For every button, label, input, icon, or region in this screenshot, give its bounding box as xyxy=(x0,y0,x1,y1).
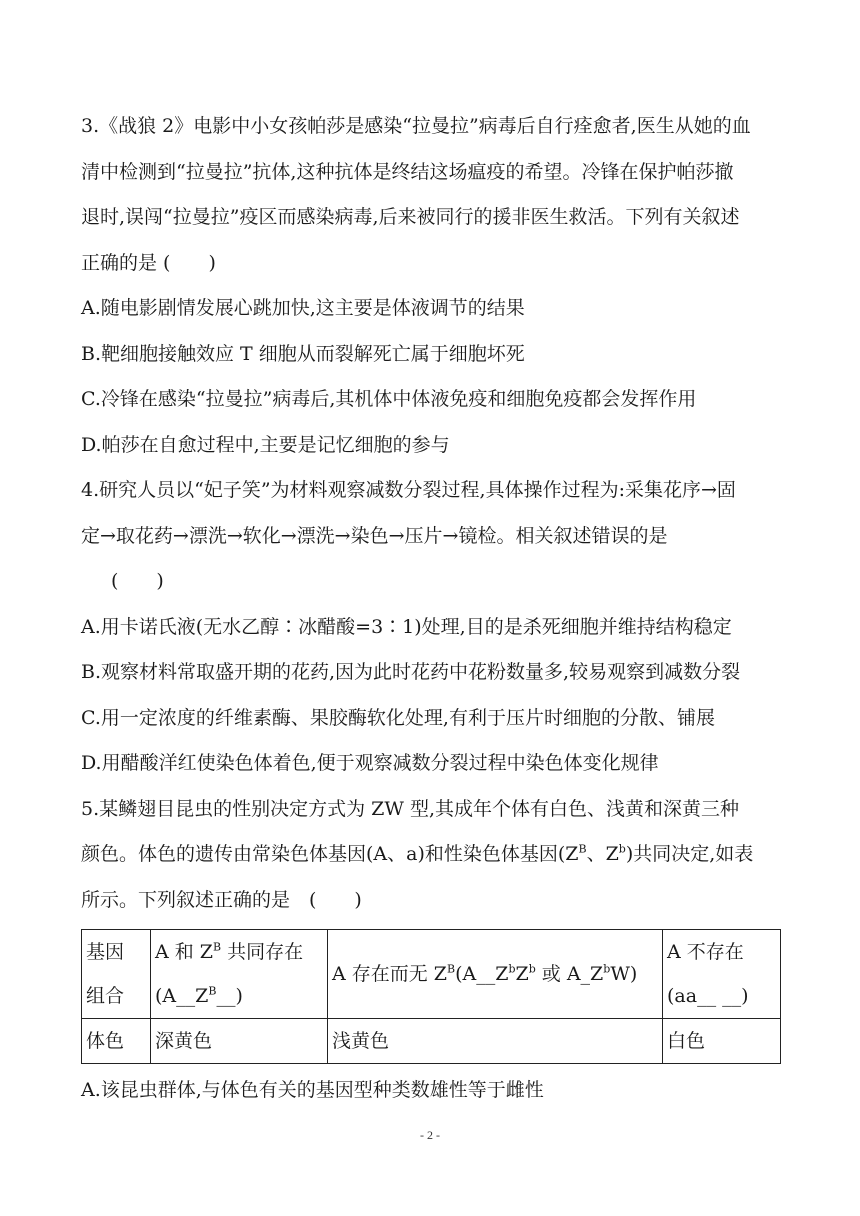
cell-text xyxy=(155,974,323,1018)
page-number: - 2 - xyxy=(420,1128,440,1142)
q4-option-b: B.观察材料常取盛开期的花药,因为此时花药中花粉数量多,较易观察到减数分裂 xyxy=(81,661,741,683)
question-3 xyxy=(81,104,781,468)
q4-option-c: C.用一定浓度的纤维素酶、果胶酶软化处理,有利于压片时细胞的分散、铺展 xyxy=(81,706,715,729)
q5-stem-line-2 xyxy=(81,832,781,878)
genotype-table xyxy=(81,929,781,1064)
cell-text: 组合 xyxy=(86,985,125,1007)
table-row xyxy=(82,930,781,1019)
cell-light-yellow-genotype xyxy=(328,930,663,1019)
cell-text: (aa__ __) xyxy=(667,985,749,1007)
superscript: B xyxy=(447,962,456,976)
cell-light-yellow: 浅黄色 xyxy=(328,1019,663,1064)
cell-gene-combo-header xyxy=(82,930,151,1019)
q3-stem-line-4: 正确的是 ( ) xyxy=(81,251,216,274)
q3-stem-line-1: 3.《战狼 2》电影中小女孩帕莎是感染“拉曼拉”病毒后自行痊愈者,医生从她的血 xyxy=(81,115,751,137)
superscript: b xyxy=(528,962,536,976)
question-content xyxy=(81,104,781,1114)
q5-stem-2c: )共同决定,如表 xyxy=(625,843,754,865)
q5-stem-line-3: 所示。下列叙述正确的是 ( ) xyxy=(81,888,362,911)
q5-stem-2a: 颜色。体色的遗传由常染色体基因(A、a)和性染色体基因(Z xyxy=(81,843,579,865)
q4-answer-paren: ( ) xyxy=(111,570,164,592)
cell-text xyxy=(332,952,658,996)
cell-body-color-header: 体色 xyxy=(82,1019,151,1064)
cell-deep-yellow-genotype xyxy=(151,930,328,1019)
q5-stem-line-1: 5.某鳞翅目昆虫的性别决定方式为 ZW 型,其成年个体有白色、浅黄和深黄三种 xyxy=(81,797,739,820)
q5-option-a: A.该昆虫群体,与体色有关的基因型种类数雄性等于雌性 xyxy=(81,1079,544,1101)
cell-text-part: Z xyxy=(515,963,529,985)
q5-stem-2b: 、Z xyxy=(586,843,619,865)
cell-text-part: (A__Z xyxy=(455,963,509,985)
cell-white-genotype xyxy=(663,930,781,1019)
cell-text xyxy=(155,930,323,974)
q5-sup-B: B xyxy=(578,842,587,856)
superscript: B xyxy=(213,940,222,954)
cell-text: 基因 xyxy=(86,941,125,963)
cell-deep-yellow: 深黄色 xyxy=(151,1019,328,1064)
q4-stem-line-1: 4.研究人员以“妃子笑”为材料观察减数分裂过程,具体操作过程为:采集花序→固 xyxy=(81,479,736,501)
question-5 xyxy=(81,787,781,1114)
cell-text-part: W) xyxy=(610,963,638,985)
question-4 xyxy=(81,468,781,787)
q3-stem-line-2: 清中检测到“拉曼拉”抗体,这种抗体是终结这场瘟疫的希望。冷锋在保护帕莎撤 xyxy=(81,160,734,183)
cell-text-part: __) xyxy=(216,985,243,1007)
q5-sup-b: b xyxy=(618,842,626,856)
superscript: b xyxy=(508,962,516,976)
cell-text-part: A 和 Z xyxy=(155,941,214,963)
superscript: b xyxy=(603,962,611,976)
table-row xyxy=(82,1019,781,1064)
q3-option-a: A.随电影剧情发展心跳加快,这主要是体液调节的结果 xyxy=(81,297,525,319)
cell-text-part: 共同存在 xyxy=(221,941,304,963)
q3-option-b: B.靶细胞接触效应 T 细胞从而裂解死亡属于细胞坏死 xyxy=(81,342,525,365)
q4-option-a: A.用卡诺氏液(无水乙醇∶冰醋酸=3∶1)处理,目的是杀死细胞并维持结构稳定 xyxy=(81,615,732,638)
q3-option-d: D.帕莎在自愈过程中,主要是记忆细胞的参与 xyxy=(81,433,450,456)
q4-option-d: D.用醋酸洋红使染色体着色,便于观察减数分裂过程中染色体变化规律 xyxy=(81,752,659,774)
cell-text-part: 或 A_Z xyxy=(535,963,604,985)
q3-option-c: C.冷锋在感染“拉曼拉”病毒后,其机体中体液免疫和细胞免疫都会发挥作用 xyxy=(81,388,697,410)
superscript: B xyxy=(208,984,217,998)
q3-stem-line-3: 退时,误闯“拉曼拉”疫区而感染病毒,后来被同行的援非医生救活。下列有关叙述 xyxy=(81,206,740,228)
cell-white: 白色 xyxy=(663,1019,781,1064)
cell-text-part: (A__Z xyxy=(155,985,209,1007)
cell-text: A 不存在 xyxy=(667,941,744,963)
cell-text-part: A 存在而无 Z xyxy=(332,963,448,985)
q4-stem-line-2: 定→取花药→漂洗→软化→漂洗→染色→压片→镜检。相关叙述错误的是 xyxy=(81,524,668,547)
